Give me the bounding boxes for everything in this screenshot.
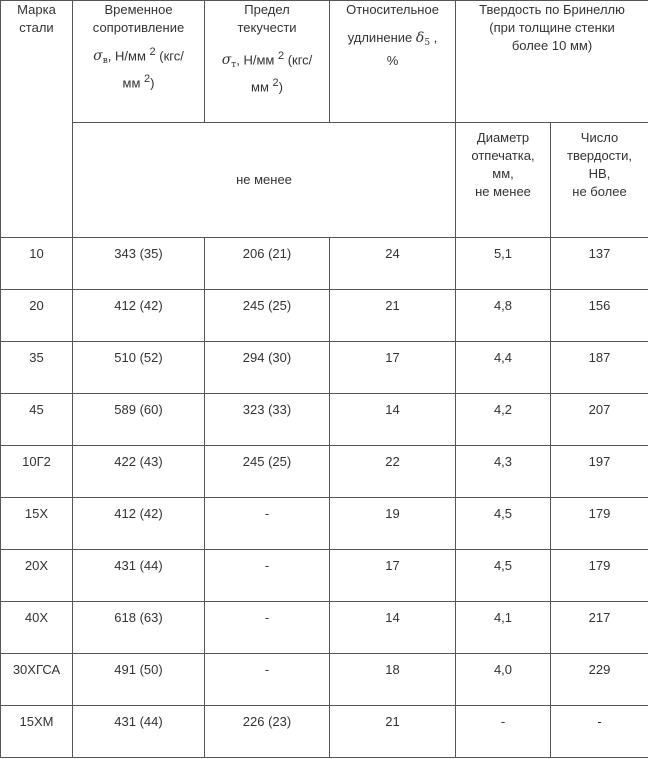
cell-diameter: 4,5 — [456, 550, 551, 602]
cell-tensile: 491 (50) — [73, 654, 205, 706]
cell-diameter: 4,5 — [456, 498, 551, 550]
cell-grade: 35 — [1, 342, 73, 394]
cell-grade: 15Х — [1, 498, 73, 550]
cell-diameter: 5,1 — [456, 238, 551, 290]
cell-grade: 20 — [1, 290, 73, 342]
table-row — [1, 290, 648, 342]
cell-tensile: 431 (44) — [73, 550, 205, 602]
cell-diameter: - — [456, 706, 551, 758]
cell-hardness: 229 — [551, 654, 648, 706]
cell-yield: - — [205, 550, 330, 602]
cell-grade: 40Х — [1, 602, 73, 654]
header-imprint-diameter: Диаметр отпечатка, мм, не менее — [456, 123, 551, 238]
cell-tensile: 422 (43) — [73, 446, 205, 498]
table-row — [1, 394, 648, 446]
cell-elongation: 18 — [330, 654, 456, 706]
cell-yield: - — [205, 498, 330, 550]
cell-hardness: 187 — [551, 342, 648, 394]
cell-elongation: 21 — [330, 706, 456, 758]
cell-yield: - — [205, 602, 330, 654]
table-row — [1, 550, 648, 602]
sigma-t-symbol: $\sigma_т$ — [221, 52, 237, 71]
cell-yield: 206 (21) — [205, 238, 330, 290]
cell-elongation: 14 — [330, 394, 456, 446]
table-row — [1, 342, 648, 394]
cell-elongation: 17 — [330, 550, 456, 602]
header-not-less: не менее — [73, 123, 456, 238]
header-yield-strength: Предел текучести $\sigma_т$, Н/мм $^2$ (кгс/ мм $^2$) — [205, 1, 330, 123]
cell-hardness: 217 — [551, 602, 648, 654]
cell-tensile: 510 (52) — [73, 342, 205, 394]
header-row-1 — [1, 1, 648, 123]
table-row — [1, 602, 648, 654]
cell-diameter: 4,0 — [456, 654, 551, 706]
cell-yield: - — [205, 654, 330, 706]
cell-yield: 323 (33) — [205, 394, 330, 446]
header-elongation: Относительное удлинение $\delta_5$ , % — [330, 1, 456, 123]
cell-hardness: 137 — [551, 238, 648, 290]
cell-elongation: 19 — [330, 498, 456, 550]
cell-diameter: 4,4 — [456, 342, 551, 394]
cell-tensile: 431 (44) — [73, 706, 205, 758]
cell-tensile: 343 (35) — [73, 238, 205, 290]
cell-hardness: 197 — [551, 446, 648, 498]
cell-elongation: 17 — [330, 342, 456, 394]
cell-hardness: 179 — [551, 498, 648, 550]
cell-hardness: 179 — [551, 550, 648, 602]
header-row-2 — [1, 123, 648, 238]
table-row — [1, 706, 648, 758]
cell-grade: 10 — [1, 238, 73, 290]
cell-grade: 15ХМ — [1, 706, 73, 758]
cell-diameter: 4,8 — [456, 290, 551, 342]
cell-elongation: 22 — [330, 446, 456, 498]
cell-hardness: 207 — [551, 394, 648, 446]
cell-elongation: 24 — [330, 238, 456, 290]
cell-diameter: 4,2 — [456, 394, 551, 446]
table-row — [1, 498, 648, 550]
header-tensile-strength: Временное сопротивление $\sigma_в$, Н/мм $^2$ (кгс/ мм $^2$) — [73, 1, 205, 123]
cell-elongation: 14 — [330, 602, 456, 654]
delta-5-symbol: $\delta_5$ — [415, 30, 431, 48]
cell-tensile: 412 (42) — [73, 498, 205, 550]
cell-yield: 245 (25) — [205, 446, 330, 498]
table-row — [1, 446, 648, 498]
header-hardness-number: Число твердости, НВ, не более — [551, 123, 648, 238]
cell-tensile: 412 (42) — [73, 290, 205, 342]
cell-grade: 45 — [1, 394, 73, 446]
header-grade: Марка стали — [1, 1, 73, 238]
table-row — [1, 654, 648, 706]
cell-hardness: 156 — [551, 290, 648, 342]
cell-grade: 10Г2 — [1, 446, 73, 498]
cell-yield: 226 (23) — [205, 706, 330, 758]
cell-tensile: 589 (60) — [73, 394, 205, 446]
cell-diameter: 4,1 — [456, 602, 551, 654]
cell-grade: 30ХГСА — [1, 654, 73, 706]
table-row — [1, 238, 648, 290]
cell-elongation: 21 — [330, 290, 456, 342]
cell-tensile: 618 (63) — [73, 602, 205, 654]
cell-hardness: - — [551, 706, 648, 758]
sigma-b-symbol: $\sigma_в$ — [93, 48, 108, 67]
cell-grade: 20Х — [1, 550, 73, 602]
header-brinell-hardness: Твердость по Бринеллю (при толщине стенки более 10 мм) — [456, 1, 648, 123]
cell-yield: 245 (25) — [205, 290, 330, 342]
cell-yield: 294 (30) — [205, 342, 330, 394]
cell-diameter: 4,3 — [456, 446, 551, 498]
